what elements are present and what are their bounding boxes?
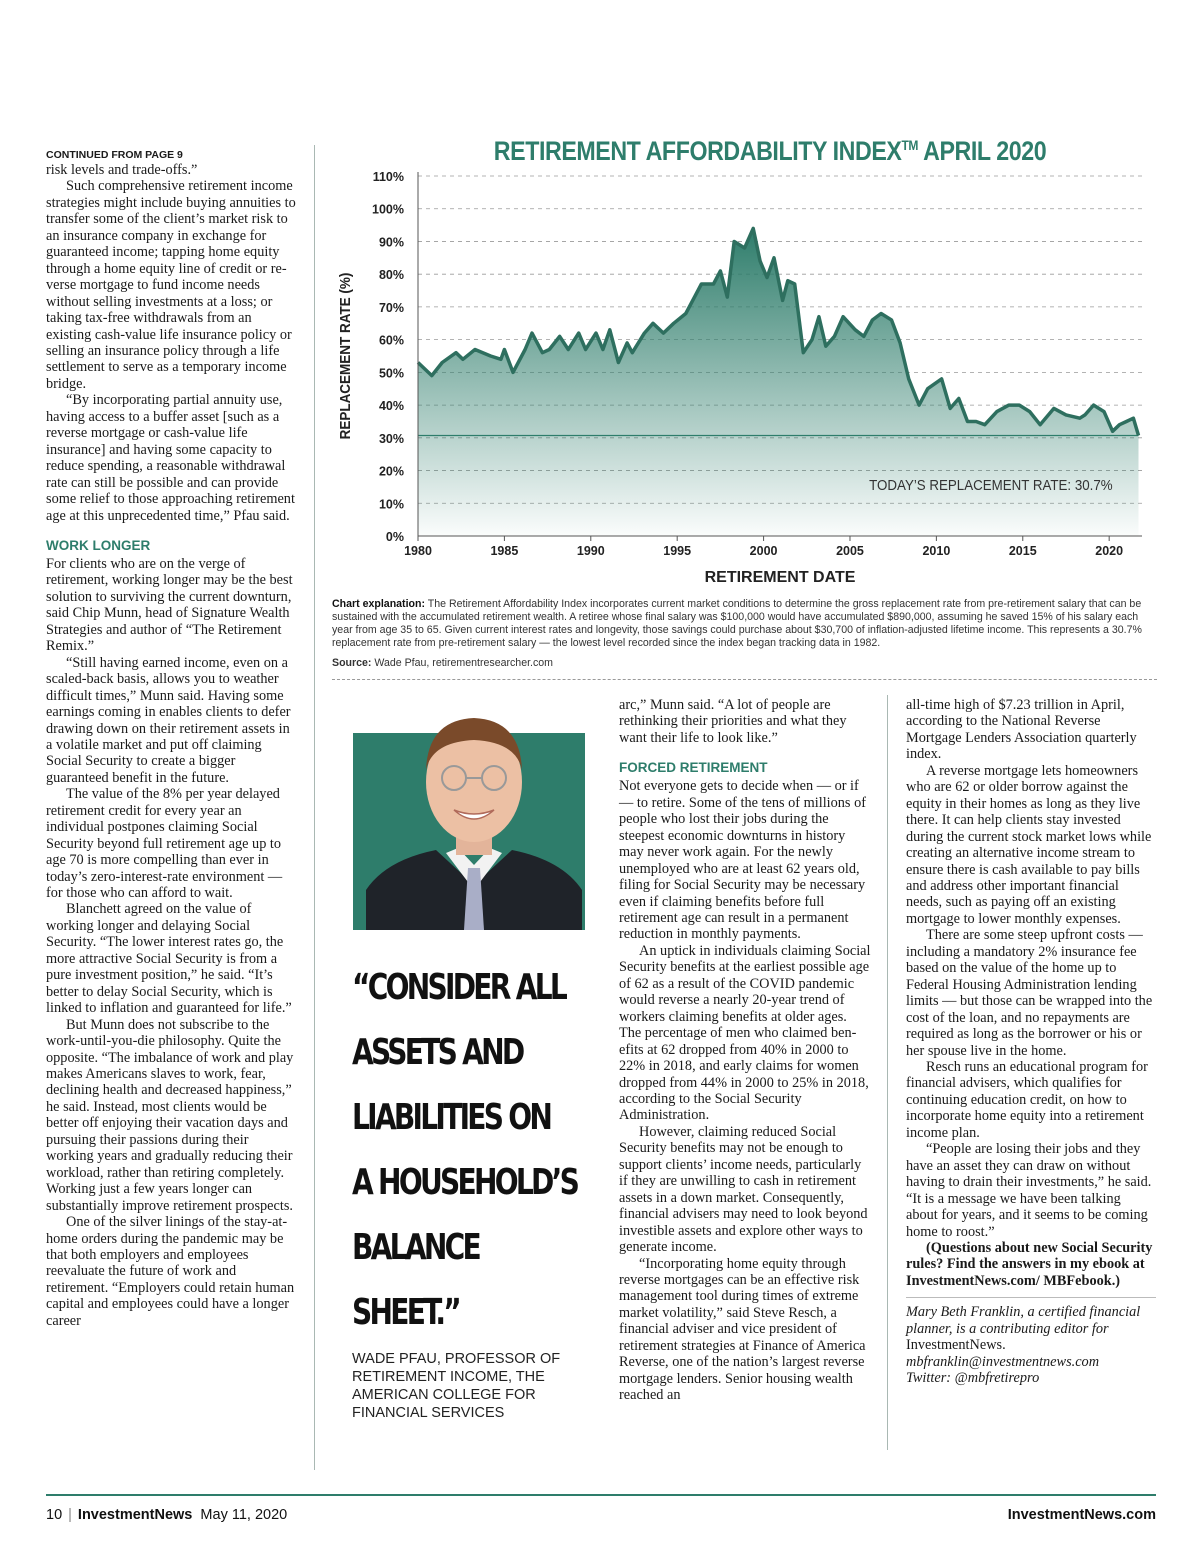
subhead-work-longer: WORK LONGER bbox=[46, 537, 151, 553]
paragraph: risk levels and trade-offs.” bbox=[46, 162, 198, 178]
x-tick-label: 1995 bbox=[663, 544, 692, 558]
quote-line: LIABILITIES ON bbox=[352, 1097, 551, 1138]
y-tick-label: 110% bbox=[372, 170, 404, 184]
paragraph: One of the silver linings of the stay-at-home orders during the pandemic may be that both employers and employees reevaluate the future of work and retirement. “Employers could retain human capital and employees could have a longer career bbox=[46, 1214, 295, 1329]
quote-line: “CONSIDER ALL bbox=[352, 967, 566, 1008]
trademark-mark: TM bbox=[901, 137, 918, 153]
chart-source bbox=[332, 657, 553, 669]
paragraph: But Munn does not subscribe to the work-until-you-die philosophy. Quite the opposite. “The imbalance of work and play makes Americans slaves to work, fear, declining health and decreased happiness,” he said. Instead, most clients would be better off enjoying their vacation days and pursuing their passions during their working years and gradually reducing their workload, rather than retiring completely. Working just a few years longer can substantially improve retirement prospects. bbox=[46, 1016, 294, 1214]
paragraph: arc,” Munn said. “A lot of people are rethinking their priorities and what they want their life to look like.” bbox=[619, 697, 847, 746]
paragraph: There are some steep upfront costs — including a mandatory 2% insurance fee based on the value of the home up to Federal Housing Administration lending limits — but those can be wrapped into the cost of the loan, and no repayments are required as long as the borrower or his or her spouse live in the home. bbox=[906, 927, 1153, 1059]
footer-folio bbox=[46, 1507, 287, 1523]
paragraph: “Incorporating home equity through reverse mortgages can be an effective risk management tool during times of extreme market volatility,” said Steve Resch, a financial adviser and vice president of retirement strategies at Finance of America Reverse, one of the nation’s largest reverse mortgage lenders. Senior housing wealth reached an bbox=[619, 1255, 866, 1404]
paragraph: “People are losing their jobs and they have an asset they can draw on without having to drain their investments,” he said. “It is a message we have been talking about for years, and it seems to be coming home to roost.” bbox=[906, 1141, 1152, 1240]
paragraph: An uptick in individuals claiming Social Security benefits at the earliest possible age of 62 as a result of the COVID pandemic would reverse a nearly 20-year trend of workers claiming benefits at older ages. The percentage of men who claimed benefits at 62 dropped from 40% in 2000 to 22% in 2018, and early claims for women dropped from 44% in 2000 to 25% in 2018, according to the Social Security Administration. bbox=[619, 942, 871, 1124]
x-tick-label: 2000 bbox=[749, 544, 778, 558]
y-tick-label: 40% bbox=[378, 399, 404, 414]
paragraph: Not everyone gets to decide when — or if — to retire. Some of the tens of millions of people who lost their jobs during the steepest economic downturns in history may never work again. For the newly unemployed who are at least 62 years old, filing for Social Security may be necessary even if claiming benefits before full retirement age can result in a permanent reduction in monthly payments. bbox=[619, 778, 866, 943]
y-tick-label: 20% bbox=[378, 464, 404, 479]
paragraph: Such comprehensive retirement income strategies might include buying annuities to transfer some of the client’s market risk to an insurance company in exchange for guaranteed income; tapping home equity through a home equity line of credit or reverse mortgage to fund income needs without selling investments at a loss; or taking tax-free withdrawals from an existing cash-value life insurance policy or selling an insurance policy through a life settlement to serve as a temporary income bridge. bbox=[46, 178, 296, 392]
paragraph: all-time high of $7.23 trillion in April, according to the National Reverse Mortgage Lenders Association quarterly index. bbox=[906, 697, 1137, 763]
x-tick-label: 2020 bbox=[1095, 544, 1124, 558]
bio-divider bbox=[906, 1297, 1156, 1298]
author-bio bbox=[906, 1304, 1156, 1353]
page-number: 10 bbox=[46, 1507, 63, 1523]
paragraph: For clients who are on the verge of retirement, working longer may be the best solution to surviving the current downturn, said Chip Munn, head of Signature Wealth Strategies and author of “The Retirement Remix.” bbox=[46, 555, 293, 655]
issue-date: May 11, 2020 bbox=[200, 1507, 288, 1523]
subhead-forced-retirement: FORCED RETIREMENT bbox=[619, 760, 768, 776]
continued-label: CONTINUED FROM PAGE 9 bbox=[46, 149, 183, 161]
chart-title-text: RETIREMENT AFFORDABILITY INDEX bbox=[493, 136, 902, 166]
footer-rule bbox=[46, 1494, 1156, 1496]
ebook-note: (Questions about new Social Security rules? Find the answers in my ebook at InvestmentNews.com/ MBFebook.) bbox=[906, 1239, 1153, 1289]
paragraph: “Still having earned income, even on a scaled-back basis, allows you to weather difficult times,” Munn said. Having some earnings coming in enables clients to defer drawing down on their retirement assets in a volatile market and put off claiming Social Security to create a bigger guaranteed benefit in the future. bbox=[46, 654, 291, 786]
retirement-affordability-chart bbox=[330, 160, 1160, 595]
quote-line: BALANCE bbox=[352, 1227, 479, 1268]
quote-attribution: WADE PFAU, PROFESSOR OF RETIREMENT INCOME, THE AMERICAN COLLEGE FOR FINANCIAL SERVICES bbox=[352, 1351, 561, 1421]
y-tick-label: 10% bbox=[378, 497, 404, 512]
paragraph: However, claiming reduced Social Security benefits may not be enough to support clients’ income needs, particularly if they are unwilling to cash in retirement assets in a down market. Consequently, financial advisers may need to look beyond investible assets and explore other ways to generate income. bbox=[619, 1123, 868, 1256]
y-axis-ticks bbox=[372, 170, 404, 544]
x-axis-label: RETIREMENT DATE bbox=[704, 569, 856, 586]
explanation-label: Chart explanation: bbox=[332, 598, 426, 610]
x-tick-label: 1985 bbox=[490, 544, 519, 558]
y-tick-label: 50% bbox=[378, 366, 404, 381]
todays-rate-annotation: TODAY’S REPLACEMENT RATE: 30.7% bbox=[869, 476, 1113, 494]
wade-pfau-portrait bbox=[366, 690, 582, 930]
author-twitter[interactable]: Twitter: @mbfretirepro bbox=[906, 1370, 1040, 1387]
bio-publication: InvestmentNews. bbox=[906, 1337, 1006, 1354]
article-column-3 bbox=[619, 697, 871, 1404]
y-tick-label: 0% bbox=[385, 530, 404, 544]
y-tick-label: 100% bbox=[372, 202, 404, 217]
paragraph: A reverse mortgage lets homeowners who are 62 or older borrow against the equity in their homes as long as they live there. It can help clients stay invested during the current stock market lows while creating an alternative income stream to ensure there is cash available to pay bills and address other important financial needs, such as paying off an existing mortgage to lower monthly expenses. bbox=[906, 762, 1152, 927]
column-divider bbox=[887, 695, 888, 1450]
pull-quote bbox=[352, 955, 578, 1345]
paragraph: The value of the 8% per year delayed retirement credit for every year an individual postpones claiming Social Security beyond full retirement age up to age 70 is more compelling than ever in today’s zero-interest-rate environment — for those who can afford to wait. bbox=[46, 786, 283, 902]
source-label: Source: bbox=[332, 657, 372, 669]
chart-title-date: APRIL 2020 bbox=[917, 136, 1047, 166]
chart-explanation bbox=[332, 598, 1157, 650]
source-text: Wade Pfau, retirementresearcher.com bbox=[371, 657, 553, 669]
paragraph: “By incorporating partial annuity use, having access to a buffer asset [such as a reverse mortgage or cash-value life insurance] and having some capacity to reduce spending, a reasonable withdrawal rate can still be possible and can provide some relief to those approaching retirement age at this unprecedented time,” Pfau said. bbox=[46, 392, 295, 524]
quote-line: ASSETS AND bbox=[352, 1032, 523, 1073]
x-tick-label: 1980 bbox=[404, 544, 432, 558]
dashed-divider bbox=[332, 679, 1157, 680]
y-tick-label: 60% bbox=[378, 333, 404, 348]
quote-line: A HOUSEHOLD’S bbox=[352, 1162, 578, 1203]
explanation-text: The Retirement Affordability Index incorporates current market conditions to determine the gross replacement rate from pre-retirement salary that can be sustained with the accumulated retirement wealth. A retiree whose final salary was $100,000 would have accumulated $890,000, assuming he saved 15% of his salary each year from age 35 to 65. Given current interest rates and longevity, those savings could purchase about $30,700 of inflation-adjusted lifetime income. This represents a 30.7% replacement rate from pre-retirement salary — the lowest level recorded since the index began tracking data in 1982. bbox=[332, 598, 1142, 649]
y-axis-label: REPLACEMENT RATE (%) bbox=[337, 272, 355, 440]
x-tick-label: 1990 bbox=[576, 544, 605, 558]
article-column-4 bbox=[906, 697, 1156, 1387]
x-tick-label: 2010 bbox=[922, 544, 951, 558]
x-axis-ticks bbox=[404, 536, 1123, 558]
x-tick-label: 2015 bbox=[1008, 544, 1037, 558]
footer-separator: | bbox=[68, 1507, 72, 1523]
publication-name: InvestmentNews bbox=[77, 1507, 193, 1523]
quote-line: SHEET.” bbox=[352, 1292, 459, 1333]
column-divider bbox=[314, 145, 315, 1470]
footer-site[interactable]: InvestmentNews.com bbox=[1007, 1507, 1156, 1523]
author-email[interactable]: mbfranklin@investmentnews.com bbox=[906, 1353, 1100, 1370]
y-tick-label: 80% bbox=[378, 268, 404, 283]
y-tick-label: 90% bbox=[378, 235, 404, 250]
y-tick-label: 70% bbox=[378, 300, 404, 315]
y-tick-label: 30% bbox=[378, 431, 404, 446]
x-tick-label: 2005 bbox=[836, 544, 864, 558]
article-column-1 bbox=[46, 148, 296, 1329]
bio-text: Mary Beth Franklin, a certified financial planner, is a contributing editor for bbox=[906, 1304, 1141, 1337]
paragraph: Blanchett agreed on the value of working longer and delaying Social Security. “The lower interest rates go, the more attractive Social Security is from a pure investment position,” he said. “It’s better to delay Social Security, which is linked to inflation and guaranteed for life.” bbox=[46, 901, 292, 1017]
paragraph: Resch runs an educational program for financial advisers, which qualifies for continuing education credit, on how to incorporate home equity into a retirement income plan. bbox=[906, 1058, 1148, 1141]
